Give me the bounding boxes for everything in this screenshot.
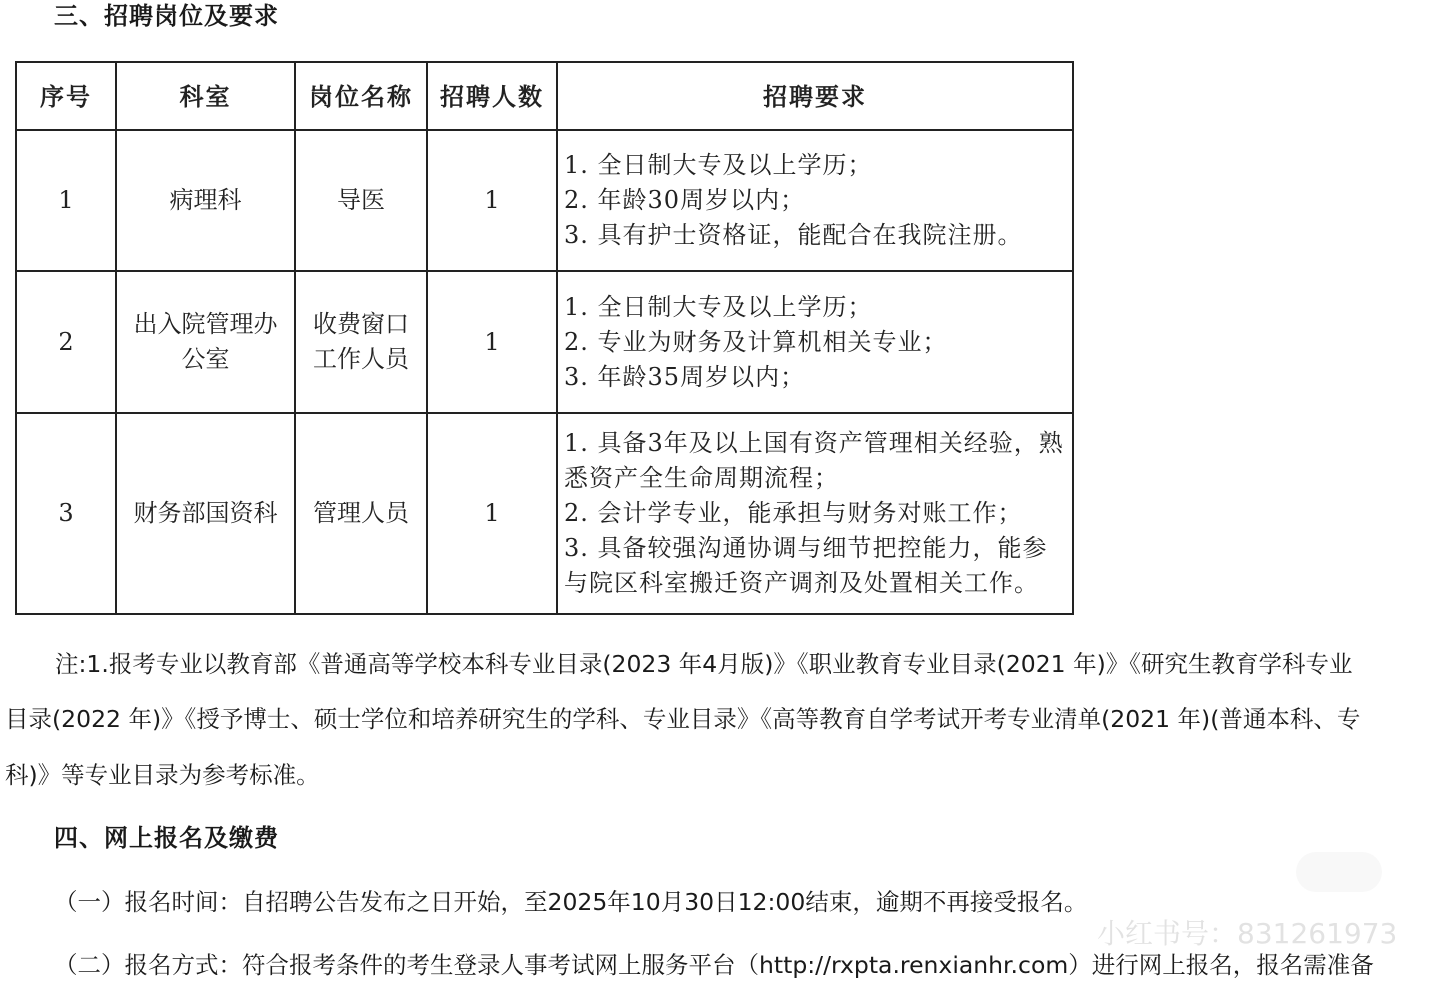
header-dept: 科室: [116, 62, 295, 130]
row-dept: 病理科: [116, 130, 295, 271]
recruitment-table: [15, 61, 1074, 615]
requirement-item: 1. 全日制大专及以上学历；: [564, 292, 873, 321]
registration-time: （一）报名时间：自招聘公告发布之日开始，至2025年10月30日12:00结束，逾期不再接受报名。: [54, 888, 1088, 916]
table-row: [16, 413, 1073, 614]
row-count: 1: [427, 413, 557, 614]
registration-method: （二）报名方式：符合报考条件的考生登录人事考试网上服务平台（http://rxpta.renxianhr.com）进行网上报名，报名需准备: [54, 951, 1374, 979]
table-header-row: [16, 62, 1073, 130]
header-no: 序号: [16, 62, 116, 130]
section-4-heading: 四、网上报名及缴费: [54, 824, 279, 852]
row-dept: 财务部国资科: [116, 413, 295, 614]
watermark-logo-icon: [1296, 852, 1382, 892]
row-requirements: [557, 130, 1073, 271]
note-line-3: 科)》等专业目录为参考标准。: [5, 761, 320, 789]
requirement-item: 1. 全日制大专及以上学历；: [564, 151, 873, 179]
row-no: 1: [16, 130, 116, 271]
requirement-item: 2. 会计学专业，能承担与财务对账工作；: [564, 499, 1023, 527]
row-position: 收费窗口工作人员: [295, 271, 427, 413]
section-3-heading: 三、招聘岗位及要求: [54, 2, 279, 30]
header-position: 岗位名称: [295, 62, 427, 130]
row-no: 3: [16, 413, 116, 614]
header-count: 招聘人数: [427, 62, 557, 130]
watermark: 小红书号：831261973: [1097, 917, 1398, 950]
table-row: [16, 271, 1073, 413]
row-position: 管理人员: [295, 413, 427, 614]
note-line-2: 目录(2022 年)》《授予博士、硕士学位和培养研究生的学科、专业目录》《高等教育自学考试开考专业清单(2021 年)(普通本科、专: [5, 705, 1361, 733]
row-count: 1: [427, 271, 557, 413]
requirement-item: 2. 年龄30周岁以内；: [564, 186, 806, 214]
header-requirements: 招聘要求: [557, 62, 1073, 130]
requirement-item: 1. 具备3年及以上国有资产管理相关经验，熟悉资产全生命周期流程；: [564, 429, 1064, 492]
requirement-item: 2. 专业为财务及计算机相关专业；: [564, 327, 948, 356]
row-dept: 出入院管理办公室: [116, 271, 295, 413]
note-line-1: 注:1.报考专业以教育部《普通高等学校本科专业目录(2023 年4月版)》《职业教育专业目录(2021 年)》《研究生教育学科专业: [55, 650, 1353, 678]
requirement-item: 3. 具备较强沟通协调与细节把控能力，能参与院区科室搬迁资产调剂及处置相关工作。: [564, 534, 1048, 597]
requirement-item: 3. 年龄35周岁以内；: [564, 362, 806, 391]
row-requirements: [557, 413, 1073, 614]
requirement-item: 3. 具有护士资格证，能配合在我院注册。: [564, 221, 1023, 249]
row-no: 2: [16, 271, 116, 413]
table-row: [16, 130, 1073, 271]
row-requirements: [557, 271, 1073, 413]
row-count: 1: [427, 130, 557, 271]
row-position: 导医: [295, 130, 427, 271]
